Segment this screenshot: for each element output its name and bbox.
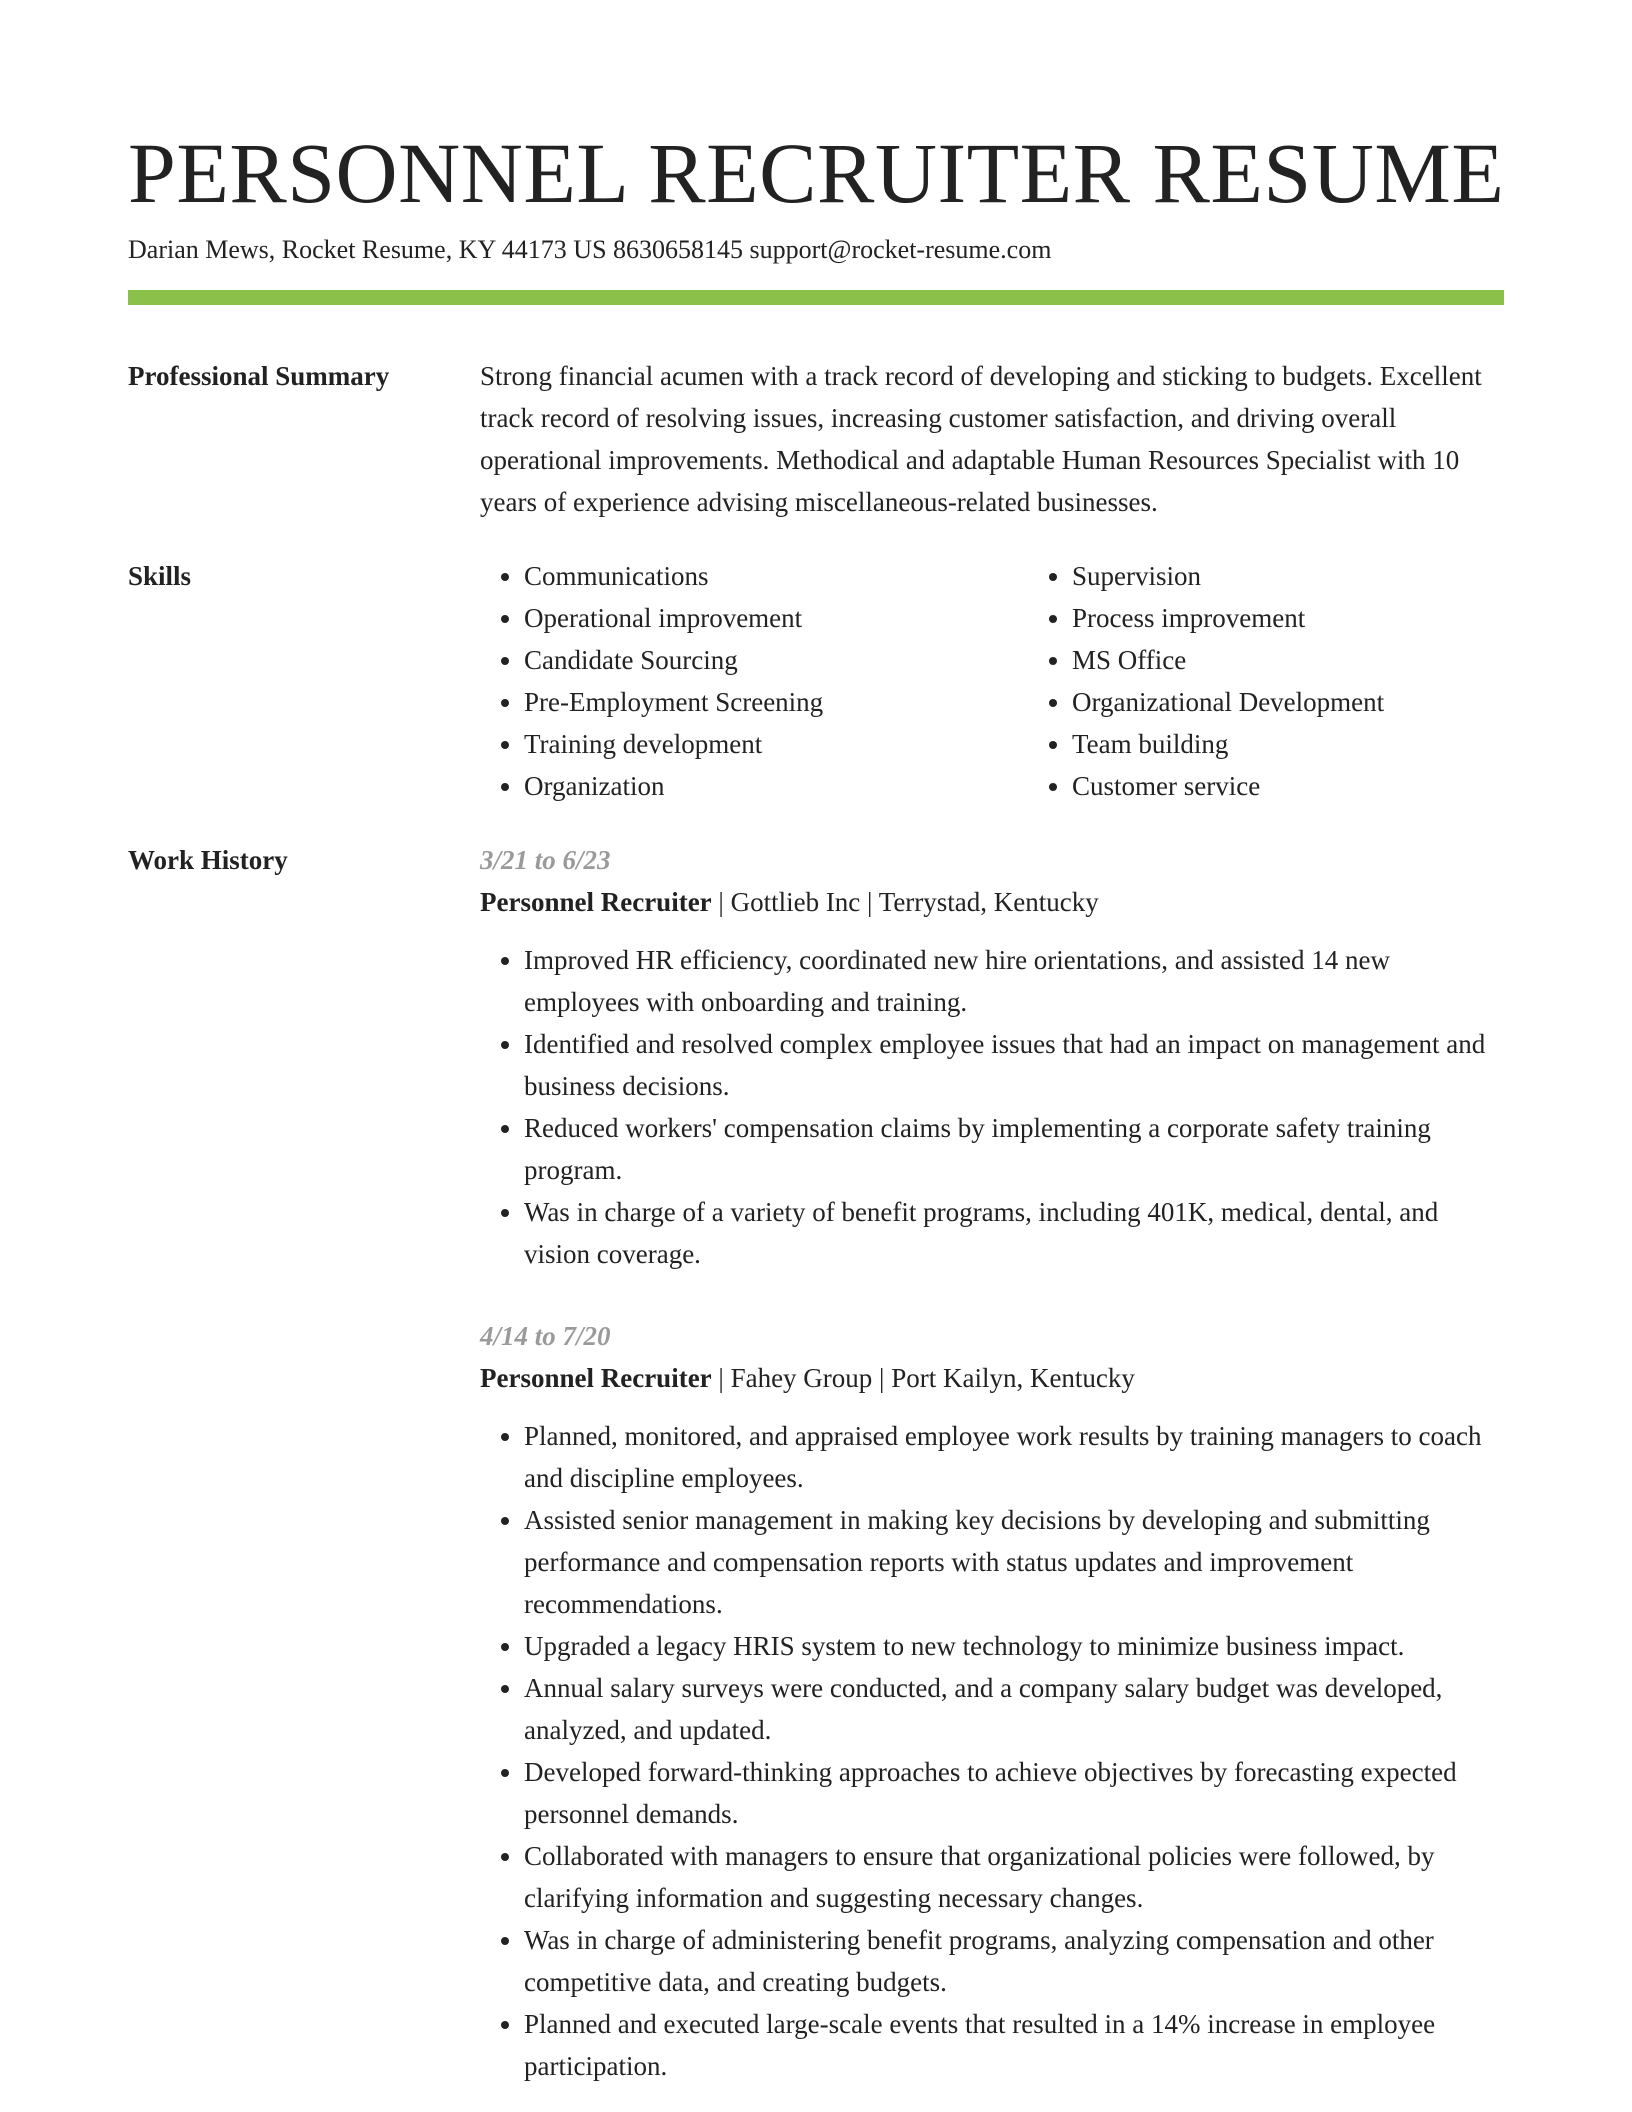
job-bullet: • Planned, monitored, and appraised employee work results by training managers to coach and discipline employees. [524,1415,1504,1499]
skill-item: • MS Office [1072,639,1576,681]
header-divider [128,290,1504,305]
job-bullet: • Improved HR efficiency, coordinated new hire orientations, and assisted 14 new employees with onboarding and training. [524,939,1504,1023]
job-title: Personnel Recruiter [480,1363,712,1393]
skill-item: • Pre-Employment Screening [524,681,1028,723]
job-bullet: • Developed forward-thinking approaches to achieve objectives by forecasting expected personnel demands. [524,1751,1504,1835]
skills-column-right [1028,555,1576,807]
job-bullet: • Assisted senior management in making key decisions by developing and submitting performance and compensation reports with status updates and improvement recommendations. [524,1499,1504,1625]
work-history-heading: Work History [128,845,288,875]
summary-text: Strong financial acumen with a track record of developing and sticking to budgets. Excellent track record of resolving issues, increasing customer satisfaction, and driving overall operational improvements. Methodical and adaptable Human Resources Specialist with 10 years of experience advising miscellaneous-related businesses. [480,361,1482,517]
summary-heading: Professional Summary [128,361,390,391]
skills-grid [480,555,1576,807]
skills-column-left [480,555,1028,807]
skill-item: • Process improvement [1072,597,1576,639]
skill-item: • Operational improvement [524,597,1028,639]
skill-item: • Training development [524,723,1028,765]
job-entry [480,839,1504,1275]
job-employer-location: | Fahey Group | Port Kailyn, Kentucky [711,1363,1135,1393]
job-dates: 3/21 to 6/23 [480,845,611,875]
work-history-section [128,839,1504,2087]
skill-item: • Organization [524,765,1028,807]
job-bullet: • Was in charge of administering benefit programs, analyzing compensation and other competitive data, and creating budgets. [524,1919,1504,2003]
job-bullet: • Identified and resolved complex employee issues that had an impact on management and business decisions. [524,1023,1504,1107]
skill-item: • Organizational Development [1072,681,1576,723]
job-title-line [480,1357,1504,1399]
skill-item: • Team building [1072,723,1576,765]
skill-item: • Communications [524,555,1028,597]
job-bullets [480,939,1504,1275]
skills-body [480,555,1576,807]
job-bullet: • Collaborated with managers to ensure that organizational policies were followed, by clarifying information and suggesting necessary changes. [524,1835,1504,1919]
job-bullet: • Reduced workers' compensation claims by implementing a corporate safety training program. [524,1107,1504,1191]
job-bullets [480,1415,1504,2087]
job-employer-location: | Gottlieb Inc | Terrystad, Kentucky [711,887,1099,917]
job-dates: 4/14 to 7/20 [480,1321,611,1351]
job-bullet: • Planned and executed large-scale events that resulted in a 14% increase in employee participation. [524,2003,1504,2087]
work-history-body [480,839,1504,2087]
skill-item: • Customer service [1072,765,1576,807]
job-title: Personnel Recruiter [480,887,712,917]
summary-section [128,355,1504,523]
job-entry [480,1315,1504,2087]
job-bullet: • Was in charge of a variety of benefit programs, including 401K, medical, dental, and vision coverage. [524,1191,1504,1275]
skills-section [128,555,1504,807]
skill-item: • Supervision [1072,555,1576,597]
contact-line: Darian Mews, Rocket Resume, KY 44173 US 8630658145 support@rocket-resume.com [128,235,1052,264]
skills-heading: Skills [128,561,192,591]
job-bullet: • Upgraded a legacy HRIS system to new technology to minimize business impact. [524,1625,1504,1667]
skill-item: • Candidate Sourcing [524,639,1028,681]
job-bullet: • Annual salary surveys were conducted, and a company salary budget was developed, analyzed, and updated. [524,1667,1504,1751]
job-title-line [480,881,1504,923]
resume-title: PERSONNEL RECRUITER RESUME [128,125,1505,221]
